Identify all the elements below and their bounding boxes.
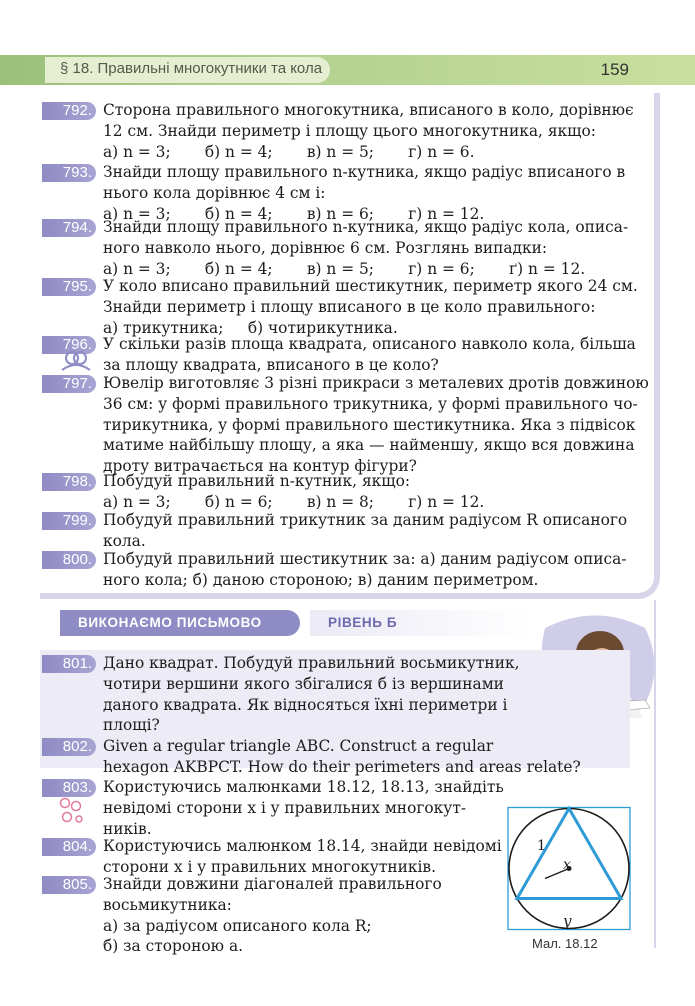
search-people-icon — [60, 350, 92, 372]
problem-line: У скільки разів площа квадрата, описаного навколо кола, більша — [103, 335, 636, 353]
problem-text — [103, 334, 636, 376]
problem-line: тирикутника, у формі правильного шестикутника. Яка з підвісок — [103, 415, 636, 434]
problem-number: 792. — [42, 102, 96, 120]
section-heading: ВИКОНАЄМО ПИСЬМОВО — [60, 610, 300, 636]
figure-label-x: x — [563, 857, 571, 873]
problem-number: 804. — [42, 838, 96, 856]
problem-number: 802. — [42, 738, 96, 756]
problem-line: Дано квадрат. Побудуй правильний восьмикутник, — [103, 654, 520, 672]
problem-line: а) n = 3; б) n = 4; в) n = 5; г) n = 6. — [103, 142, 475, 161]
problem-line: Користуючись малюнком 18.14, знайди невідомі — [103, 837, 502, 855]
problem-line: площі? — [103, 716, 160, 735]
problem-line: а) n = 3; б) n = 6; в) n = 8; г) n = 12. — [103, 492, 485, 511]
problem-text — [103, 373, 649, 477]
problem-number: 805. — [42, 876, 96, 894]
problem-text — [103, 100, 634, 162]
problem-line: hexagon AKBPCT. How do their perimeters and areas relate? — [103, 757, 581, 776]
circles-icon — [58, 796, 86, 826]
problem-line: матиме найбільшу площу, а яка — найменшу, якщо вся довжина — [103, 436, 635, 455]
problem-text — [103, 874, 442, 957]
problem-number: 803. — [42, 779, 96, 797]
problem-line: а) трикутника; б) чотирикутника. — [103, 318, 398, 337]
problem-text — [103, 471, 484, 513]
problem-line: восьмикутника: — [103, 895, 232, 914]
problem-line: Користуючись малюнками 18.12, 18.13, знайдіть — [103, 778, 504, 796]
problem-line: Побудуй правильний шестикутник за: а) даним радіусом описа- — [103, 550, 627, 568]
problem-line: а) n = 3; б) n = 4; в) n = 6; г) n = 12. — [103, 204, 485, 223]
problem-line: невідомі сторони x і y правильних многокут- — [103, 798, 467, 817]
problem-line: а) за радіусом описаного кола R; — [103, 916, 372, 935]
problem-line: дроту витрачається на контур фігури? — [103, 457, 417, 476]
problem-line: а) n = 3; б) n = 4; в) n = 5; г) n = 6; ґ) n = 12. — [103, 259, 586, 278]
problem-number: 795. — [42, 278, 96, 296]
problem-line: ників. — [103, 819, 152, 838]
problem-line: Знайди периметр і площу вписаного в це коло правильного: — [103, 297, 596, 316]
page-header — [0, 55, 695, 85]
problem-line: Знайди площу правильного n-кутника, якщо радіус кола, описа- — [103, 218, 629, 236]
problem-line: Знайди довжини діагоналей правильного — [103, 875, 442, 893]
problem-line: 12 см. Знайди периметр і площу цього многокутника, якщо: — [103, 121, 596, 140]
problem-line: Ювелір виготовляє 3 різні прикраси з металевих дротів довжиною — [103, 374, 649, 392]
problem-line: сторони x і y правильних многокутників. — [103, 857, 436, 876]
problem-line: б) за стороною a. — [103, 937, 244, 956]
right-rule — [654, 600, 656, 948]
problem-line: Given a regular triangle ABC. Construct a regular — [103, 737, 494, 755]
level-heading: РІВЕНЬ Б — [310, 610, 530, 636]
problem-number: 799. — [42, 512, 96, 530]
problem-text — [103, 777, 504, 839]
problem-number: 794. — [42, 219, 96, 237]
section-bar — [60, 610, 530, 636]
problem-line: ного кола; б) даною стороною; в) даним периметром. — [103, 570, 539, 589]
problem-text — [103, 276, 638, 338]
problem-line: Сторона правильного многокутника, вписаного в коло, дорівнює — [103, 101, 634, 119]
problem-line: кола. — [103, 531, 146, 550]
problem-text — [103, 162, 625, 224]
problem-text — [103, 510, 627, 552]
page-number: 159 — [600, 60, 629, 79]
problem-line: 36 см: у формі правильного трикутника, у формі правильного чо- — [103, 394, 638, 413]
problem-line: даного квадрата. Як відносяться їхні периметри і — [103, 695, 508, 714]
problem-line: чотири вершини якого збігалися б із вершинами — [103, 674, 504, 693]
problem-text — [103, 836, 502, 878]
problem-text — [103, 549, 627, 591]
problem-line: за площу квадрата, вписаного в це коло? — [103, 355, 439, 374]
problem-line: Знайди площу правильного n-кутника, якщо радіус вписаного в — [103, 163, 626, 181]
problem-number: 801. — [42, 655, 96, 673]
problem-line: У коло вписано правильний шестикутник, периметр якого 24 см. — [103, 277, 638, 295]
problem-number: 798. — [42, 473, 96, 491]
problem-number: 797. — [42, 375, 96, 393]
figure-label-1: 1 — [537, 838, 546, 854]
problem-line: Побудуй правильний n-кутник, якщо: — [103, 472, 411, 490]
problem-text — [103, 217, 628, 279]
problem-line: Побудуй правильний трикутник за даним радіусом R описаного — [103, 511, 628, 529]
problem-number: 796. — [42, 336, 96, 354]
problem-text — [103, 653, 519, 736]
problem-number: 793. — [42, 164, 96, 182]
figure-caption: Мал. 18.12 — [532, 936, 598, 951]
problem-number: 800. — [42, 551, 96, 569]
problem-line: ного навколо нього, дорівнює 6 см. Розглянь випадки: — [103, 238, 548, 257]
figure-label-y: y — [563, 912, 572, 930]
section-title: § 18. Правильні многокутники та кола — [60, 60, 323, 77]
problem-line: нього кола дорівнює 4 см і: — [103, 183, 326, 202]
problem-text — [103, 736, 581, 778]
